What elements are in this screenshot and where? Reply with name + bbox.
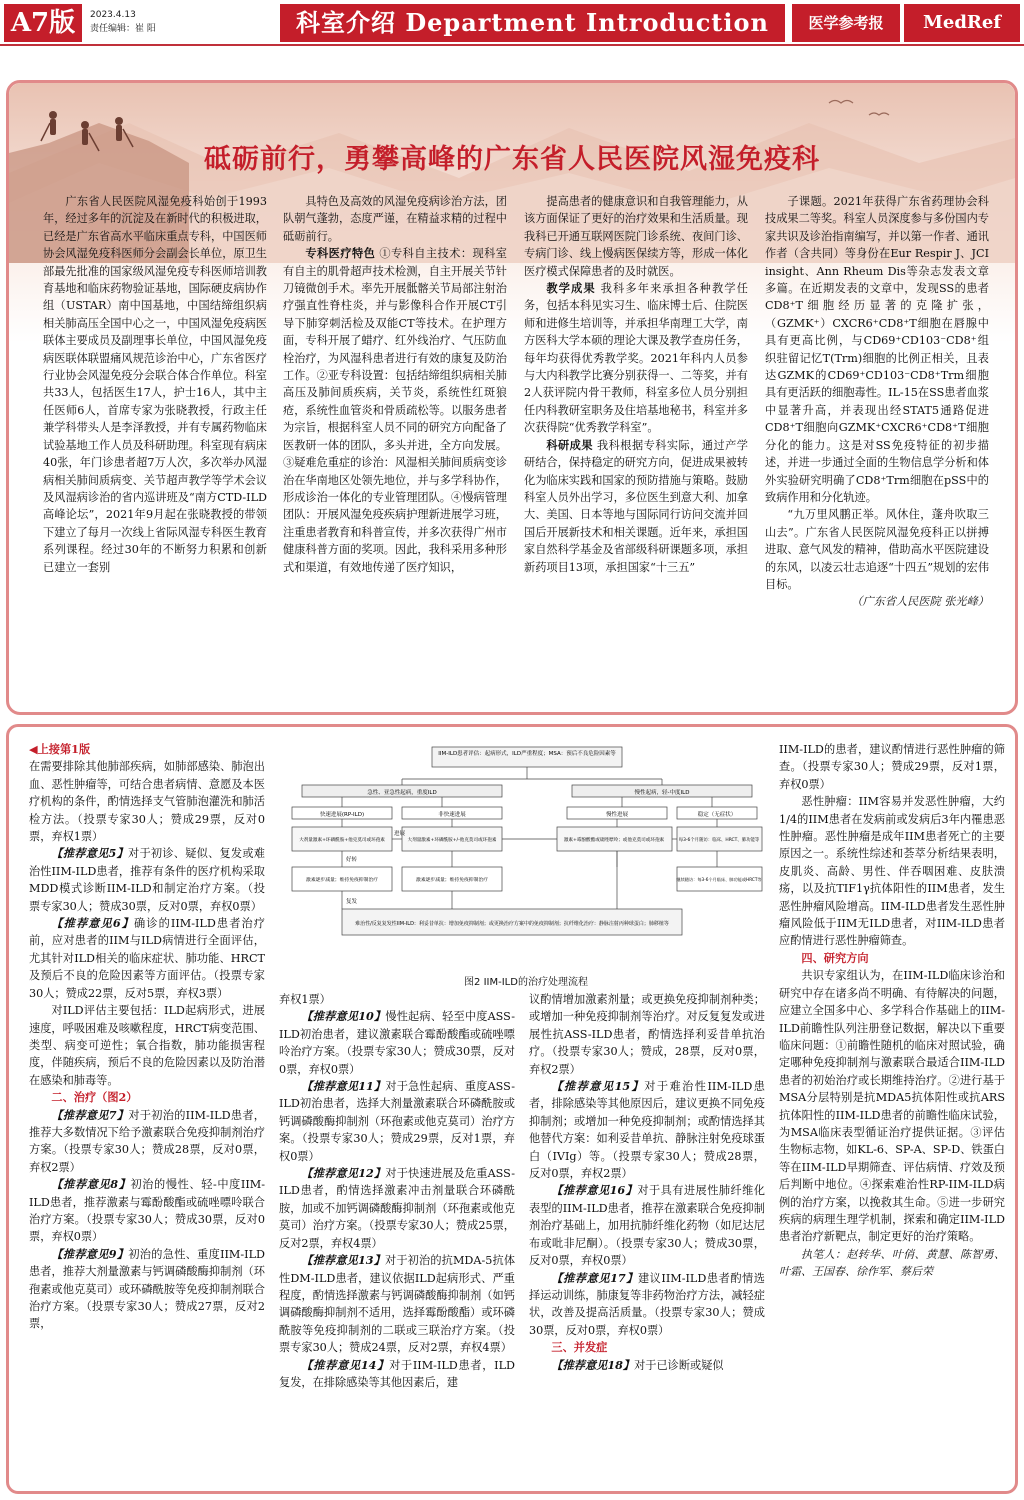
section-research-heading: 四、研究方向 [801, 950, 869, 965]
consensus-text: 弃权1票） [279, 993, 331, 1006]
flow-chronic-node: 慢性起病，轻-中度ILD [634, 790, 690, 796]
recommendation-9: 【推荐意见9】初治的急性、重度IIM-ILD患者，推荐大剂量激素与钙调磷酸酶抑制剂（环孢素或他克莫司）或环磷酰胺等免疫抑制剂联合治疗方案。（投票专家30人；赞成27票，反对2票， [29, 1246, 265, 1331]
consensus-text: 议酌情增加激素剂量；或更换免疫抑制剂种类；或增加一种免疫抑制剂等治疗。对反复复发或进展性抗ASS-ILD患者，酌情选择利妥昔单抗治疗。（投票专家30人；赞成，28票，反对0票，弃权2票） [529, 993, 765, 1076]
figure-caption: 图2 IIM-ILD的治疗处理流程 [464, 977, 588, 988]
flow-acute-node: 急性、亚急性起病，重度ILD [367, 790, 437, 796]
flow-treatment-3: 激素+霉酚酸酯或硫唑嘌呤；或他克莫司或环孢素 [563, 838, 665, 843]
recommendation-13: 【推荐意见13】对于初治的抗MDA-5抗体性DM-ILD患者，建议依据ILD起病形式、严重程度，酌情选择激素与钙调磷酸酶抑制剂（如钙调磷酸酶抑制剂不适用，选择霉酚酸酯）或环磷酰胺等免疫抑制剂的二联或三联治疗方案。（投票专家30人；赞成24票，反对2票，弃权4票） [279, 1253, 516, 1355]
flow-bottom-node: 难治性/反复复发性IIM-ILD：利妥昔单抗：增加免疫抑制剂；或更换治疗方案中的免疫抑制剂；抗纤维化治疗：静脉注射丙种球蛋白；肺移植等 [355, 921, 669, 927]
recommendation-14: 【推荐意见14】对于IIM-ILD患者，ILD复发，在排除感染等其他因素后，建 [279, 1357, 515, 1389]
consensus-column-2 [279, 991, 515, 1391]
flow-slow-node: 慢性进展 [605, 812, 629, 818]
newspaper-brand: 医学参考报 [792, 4, 900, 42]
recommendation-17: 【推荐意见17】建议IIM-ILD患者酌情选择运动训练，肺康复等非药物治疗方法，减轻症状，改善及提高活质量。（投票专家30人；赞成30票，反对0票，弃权0票） [529, 1270, 765, 1337]
flow-stable-node: 稳定（无症状） [697, 812, 737, 818]
consensus-column-3 [529, 991, 765, 1374]
feature-column-4 [765, 193, 989, 611]
flow-treatment-1: 大剂量激素+环磷酰胺+他克莫司或环孢素 [299, 838, 385, 843]
consensus-column-4 [779, 741, 1005, 1281]
section-title: 科室介绍 Department Introduction [280, 4, 785, 42]
editor-credit: 责任编辑：崔 阳 [90, 24, 156, 34]
flowchart-diagram [282, 743, 770, 971]
feature-headline: 砥砺前行，勇攀高峰的广东省人民医院风湿免疫科 [204, 144, 820, 175]
header-meta [90, 8, 156, 36]
flow-maintenance-1: 激素逐步减量；维持免疫抑制治疗 [306, 878, 378, 883]
page-header [0, 0, 1024, 46]
continuation-paragraph: 具特色及高效的风湿免疫病诊治方法，团队朝气蓬勃，态度严谨，在精益求精的过程中砥砺前行。 [283, 195, 507, 243]
recommendation-18: 【推荐意见18】对于已诊断或疑似 [551, 1357, 724, 1372]
author-signature: （广东省人民医院 张光峰） [851, 595, 989, 609]
teaching-paragraph [524, 280, 748, 437]
clinical-features-paragraph [283, 245, 507, 576]
consensus-text: 在需要排除其他肺部疾病，如肺部感染、肺泡出血、恶性肿瘤等，可结合患者病情、意愿及本医疗机构的条件，酌情选择支气管肺泡灌洗和肺活检方法。（投票专家30人；赞成29票，反对0票，弃权1票） [29, 760, 265, 844]
consensus-text: IIM-ILD的患者，建议酌情进行恶性肿瘤的筛查。（投票专家30人；赞成29票，反对1票，弃权0票） [779, 743, 1005, 791]
recommendation-5: 【推荐意见5】对于初诊、疑似、复发或难治性IIM-ILD患者，推荐有条件的医疗机构采取MDD模式诊断IIM-ILD和制定治疗方案。（投票专家30人；赞成30票，反对0票，弃权0票） [29, 846, 265, 913]
malignancy-paragraph: 恶性肿瘤：IIM容易并发恶性肿瘤，大约1/4的IIM患者在发病前或发病后3年内罹患恶性肿瘤。恶性肿瘤是成年IIM患者死亡的主要原因之一。系统性综述和荟萃分析结果表明，皮肌炎、高龄、男性、伴吞咽困难、皮肤溃疡，以及抗TIF1γ抗体阳性的IIM患者，发生恶性肿瘤风险增高。IIM-ILD患者发生恶性肿瘤风险低于IIM无ILD患者，对IIM-ILD患者应酌情进行恶性肿瘤筛查。 [779, 795, 1005, 948]
recommendation-6: 【推荐意见6】确诊的IIM-ILD患者治疗前，应对患者的IIM与ILD病情进行全面评估，尤其针对ILD相关的临床症状、肺功能、HRCT及预后不良的危险因素等方面评估。（投票专家30人；赞成22票，反对5票，弃权3票） [29, 916, 265, 1000]
teaching-text: 我科多年来承担各种教学任务，包括本科见实习生、临床博士后、住院医师和进修生培训等，并承担华南理工大学，南方医科大学本硕的理论大课及教学查房任务，每年均获得优秀教学奖。2021年科内人员参与大内科教学比赛分别获得一、二等奖，并有2人获评院内骨干教师，科室多位人员分别担任内科教研室职务及住培基地秘书，科室并多次获得院“优秀教学科室”。 [524, 282, 748, 435]
consensus-text: 对ILD评估主要包括：ILD起病形式，进展速度，呼吸困难及咳嗽程度，HRCT病变范围、类型、病变可逆性；氧合指数，肺功能损害程度，伴随疾病，预后不良的危险因素以及防治潜在感染和肺毒等。 [29, 1004, 265, 1087]
flow-maintenance-2: 激素逐步减量；维持免疫抑制治疗 [416, 878, 488, 883]
flow-rp-node: 快速进展(RP-ILD) [319, 812, 365, 818]
feature-column-2 [283, 193, 507, 576]
authors-line: 执笔人：赵转华、叶俏、黄慧、陈智勇、叶霜、王国春、徐作军、蔡后荣 [779, 1247, 1005, 1279]
research-direction-paragraph: 共识专家组认为，在IIM-ILD临床诊治和研究中存在诸多尚不明确、有待解决的问题，应建立全国多中心、多学科合作基础上的IIM-ILD前瞻性队列注册登记数据，解决以下重要临床问题：①前瞻性随机的临床对照试验，确定哪种免疫抑制剂与激素联合最适合IIM-ILD患者的初始治疗或长期维持治疗。②进行基于MSA分层特别是抗MDA5抗体阳性或抗ARS抗体阳性的IIM-ILD患者的前瞻性临床试验，为MSA临床表型循证治疗提供证据。③评估生物标志物，如KL-6、SP-A、SP-D、铁蛋白等在IIM-ILD早期筛查、评估病情、疗效及预后判断中地位。④探索难治性RP-IIM-ILD病例的治疗方案，以挽救其生命。⑤进一步研究疾病的病理生理学机制，探索和确定IIM-ILD患者治疗新靶点，制定更好的治疗策略。 [779, 969, 1005, 1244]
research-text: 我科根据专科实际，通过产学研结合，保持稳定的研究方向，促进成果被转化为临床实践和国家的预防措施与策略。鼓励科室人员外出学习，多位医生到意大利、加拿大、美国、日本等地与国际同行访问交流并回国后开展新技术和相关课题。近年来，承担国家自然科学基金及省部级科研课题多项，承担新药项目13项，承担国家“十三五” [524, 438, 748, 574]
research-continuation-paragraph: 子课题。2021年获得广东省药理协会科技成果二等奖。科室人员深度参与多份国内专家共识及诊治指南编写，并以第一作者、通讯作者（含共同）等身份在Eur Respir J、JCI insight、Ann Rheum Dis等杂志发表文章多篇。在近期发表的文章中，发现SS的患者CD8⁺T细胞经历显著的克隆扩张，（GZMK⁺）CXCR6⁺CD8⁺T细胞在唇腺中具有更高比例，与CD69⁺CD103⁻CD8⁺组织驻留记忆T(Trm)细胞的比例正相关，且表达GZMK的CD69⁺CD103⁻CD8⁺Trm细胞具有更活跃的细胞毒性。IL-15在SS患者血浆中显著升高，并表现出经STAT5通路促进CD8⁺T细胞向GZMK⁺CXCR6⁺CD8⁺T细胞分化的能力。这是对SS免疫特征的初步描述，并进一步通过全面的生物信息学分析和体外实验研究明确了CD8⁺Trm细胞在pSS中的致病作用和分化轨迹。 [765, 195, 989, 504]
edition-badge: A7版 [4, 4, 82, 42]
treatment-flowchart [282, 743, 770, 971]
flow-label-progress: 进展 [394, 831, 406, 837]
section-complications-heading: 三、并发症 [551, 1340, 608, 1355]
recommendation-8: 【推荐意见8】初治的慢性、轻-中度IIM-ILD患者，推荐激素与霉酚酸酯或硫唑嘌呤联合治疗方案。（投票专家30人；赞成30票，反对0票，弃权0票） [29, 1177, 265, 1244]
flow-maintenance-3: 继续随访：每3-6个月临床、肺功能或HRCT等 [676, 877, 762, 882]
recommendation-11: 【推荐意见11】对于急性起病、重度ASS-ILD初治患者，选择大剂量激素联合环磷酰胺或钙调磷酸酶抑制剂（环孢素或他克莫司）治疗方案。（投票专家30人；赞成29票，反对1票，弃权0票） [279, 1079, 515, 1163]
consensus-section [6, 724, 1018, 1494]
clinical-features-lead: 专科医疗特色 [305, 246, 376, 261]
continued-from-page-1: ◀上接第1版 [29, 742, 91, 756]
feature-columns [43, 193, 989, 703]
flow-label-improve: 好转 [346, 857, 358, 863]
recommendation-16: 【推荐意见16】对于具有进展性肺纤维化表型的IIM-ILD患者，推荐在激素联合免疫抑制剂治疗基础上，加用抗肺纤维化药物（如尼达尼布或吡非尼酮）。（投票专家30人；赞成30票，反对0票，弃权0票） [529, 1183, 765, 1268]
flow-treatment-4: 每3-6个月随访：临床、HRCT、肺功能等 [678, 838, 760, 843]
intro-paragraph: 广东省人民医院风湿免疫科始创于1993年，经过多年的沉淀及在新时代的积极进取，已经是广东省高水平临床重点专科，中国医师协会风湿免疫科医师分会副会长单位，原卫生部最先批准的国家级风湿免疫专科医师培训教育基地和临床药物验证基地，国际硬皮病协作组（USTAR）南中国基地，中国结缔组织病相关肺高压全国中心之一，中国风湿免疫病医联体主要成员及副理事长单位，中国风湿免疫病医联体联盟痛风规范诊治中心，广东省医疗行业协会风湿免疫分会联合体合作单位。科室共33人，包括医生17人，护士16人，其中主任医师6人，首席专家为张晓教授，行政主任兼学科带头人是李泽教授，并有专属药物临床试验基地工作人员及科研助理。科室现有病床40张，年门诊患者超7万人次，多次举办风湿病相关肺间质病变、关节超声教学等学术会议及风湿病诊治的省内巡讲班及“南方CTD-ILD高峰论坛”，2021年9月起在张晓教授的带领下建立了每月一次线上省际风湿专科医生教育系列课程。经过30年的不断努力积累和创新已建立一套别 [43, 195, 267, 574]
clinical-features-text: ①专科自主技术：现科室有自主的肌骨超声技术检测，自主开展关节针刀镜微创手术。率先开展骶髂关节局部注射治疗强直性脊柱炎，并与影像科合作开展CT引导下肺穿刺活检及双能CT等技术。在护理方面，专科开展了蜡疗、红外线治疗、气压防血栓治疗，为风湿科患者进行有效的康复及防治工作。②亚专科设置：包括结缔组织病相关肺高压及肺间质疾病，关节炎，系统性红斑狼疮，系统性血管炎和骨质疏松等。以服务患者为宗旨，根据科室人员不同的研究方向配备了医教研一体的团队，多头并进，全方向发展。③疑难危重症的诊治：风湿相关肺间质病变诊治在华南地区处领先地位，并与多学科协作，形成诊治一体化的专业管理团队。④慢病管理团队：开展风湿免疫疾病护理新进展学习班，注重患者教育和科普宣传，并多次获得广州市健康科普方面的奖项。因此，我科采用多种形式和渠道，有效地传递了医疗知识， [283, 247, 507, 574]
research-paragraph [524, 437, 748, 576]
consensus-column-1 [29, 741, 265, 1333]
flow-top-node: IIM-ILD患者评估：起病形式，ILD严重程度；MSA：预后不良危险因素等 [438, 751, 616, 757]
feature-panel [6, 80, 1018, 715]
feature-column-1 [43, 193, 267, 576]
teaching-lead: 教学成果 [546, 281, 596, 296]
section-treatment-heading: 二、治疗（图2） [51, 1090, 138, 1105]
recommendation-15: 【推荐意见15】对于难治性IIM-ILD患者，排除感染等其他原因后，建议更换不同免疫抑制剂；或增加一种免疫抑制剂；或酌情选择其他替代方案：如利妥昔单抗、静脉注射免疫球蛋白（IVIg）等。（投票专家30人；赞成28票，反对0票，弃权2票） [529, 1079, 765, 1181]
flow-label-relapse: 复发 [346, 899, 358, 905]
issue-date: 2023.4.13 [90, 10, 136, 20]
recommendation-10: 【推荐意见10】慢性起病、轻至中度ASS-ILD初治患者，建议激素联合霉酚酸酯或硫唑嘌呤治疗方案。（投票专家30人；赞成30票，反对0票，弃权0票） [279, 1009, 515, 1076]
closing-paragraph: “九万里风鹏正举。风休住，蓬舟吹取三山去”。广东省人民医院风湿免疫科正以拼搏进取、意气风发的精神，借助高水平医院建设的东风，以凌云壮志追逐“十四五”规划的宏伟目标。 [765, 508, 990, 591]
feature-column-3 [524, 193, 748, 576]
recommendation-12: 【推荐意见12】对于快速进展及危重ASS-ILD患者，酌情选择激素冲击剂量联合环磷酰胺，加或不加钙调磷酸酶抑制剂（环孢素或他克莫司）治疗方案。（投票专家30人；赞成25票，反对2票，弃权4票） [279, 1166, 515, 1250]
medref-logo: MedRef [904, 4, 1020, 42]
recommendation-7: 【推荐意见7】对于初治的IIM-ILD患者，推荐大多数情况下给予激素联合免疫抑制剂治疗方案。（投票专家30人；赞成28票，反对0票，弃权2票） [29, 1107, 265, 1174]
research-lead: 科研成果 [546, 437, 593, 452]
flow-treatment-2: 大剂量激素+环磷酰胺+/-他克莫司或环孢素 [407, 838, 497, 843]
flow-nonrp-node: 非快速进展 [438, 812, 466, 818]
patient-care-paragraph: 提高患者的健康意识和自我管理能力，从该方面保证了更好的治疗效果和生活质量。现我科已开通互联网医院门诊系统、夜间门诊、专病门诊、线上慢病医保续方等，形成一体化医疗模式保障患者的及时就医。 [524, 195, 748, 278]
